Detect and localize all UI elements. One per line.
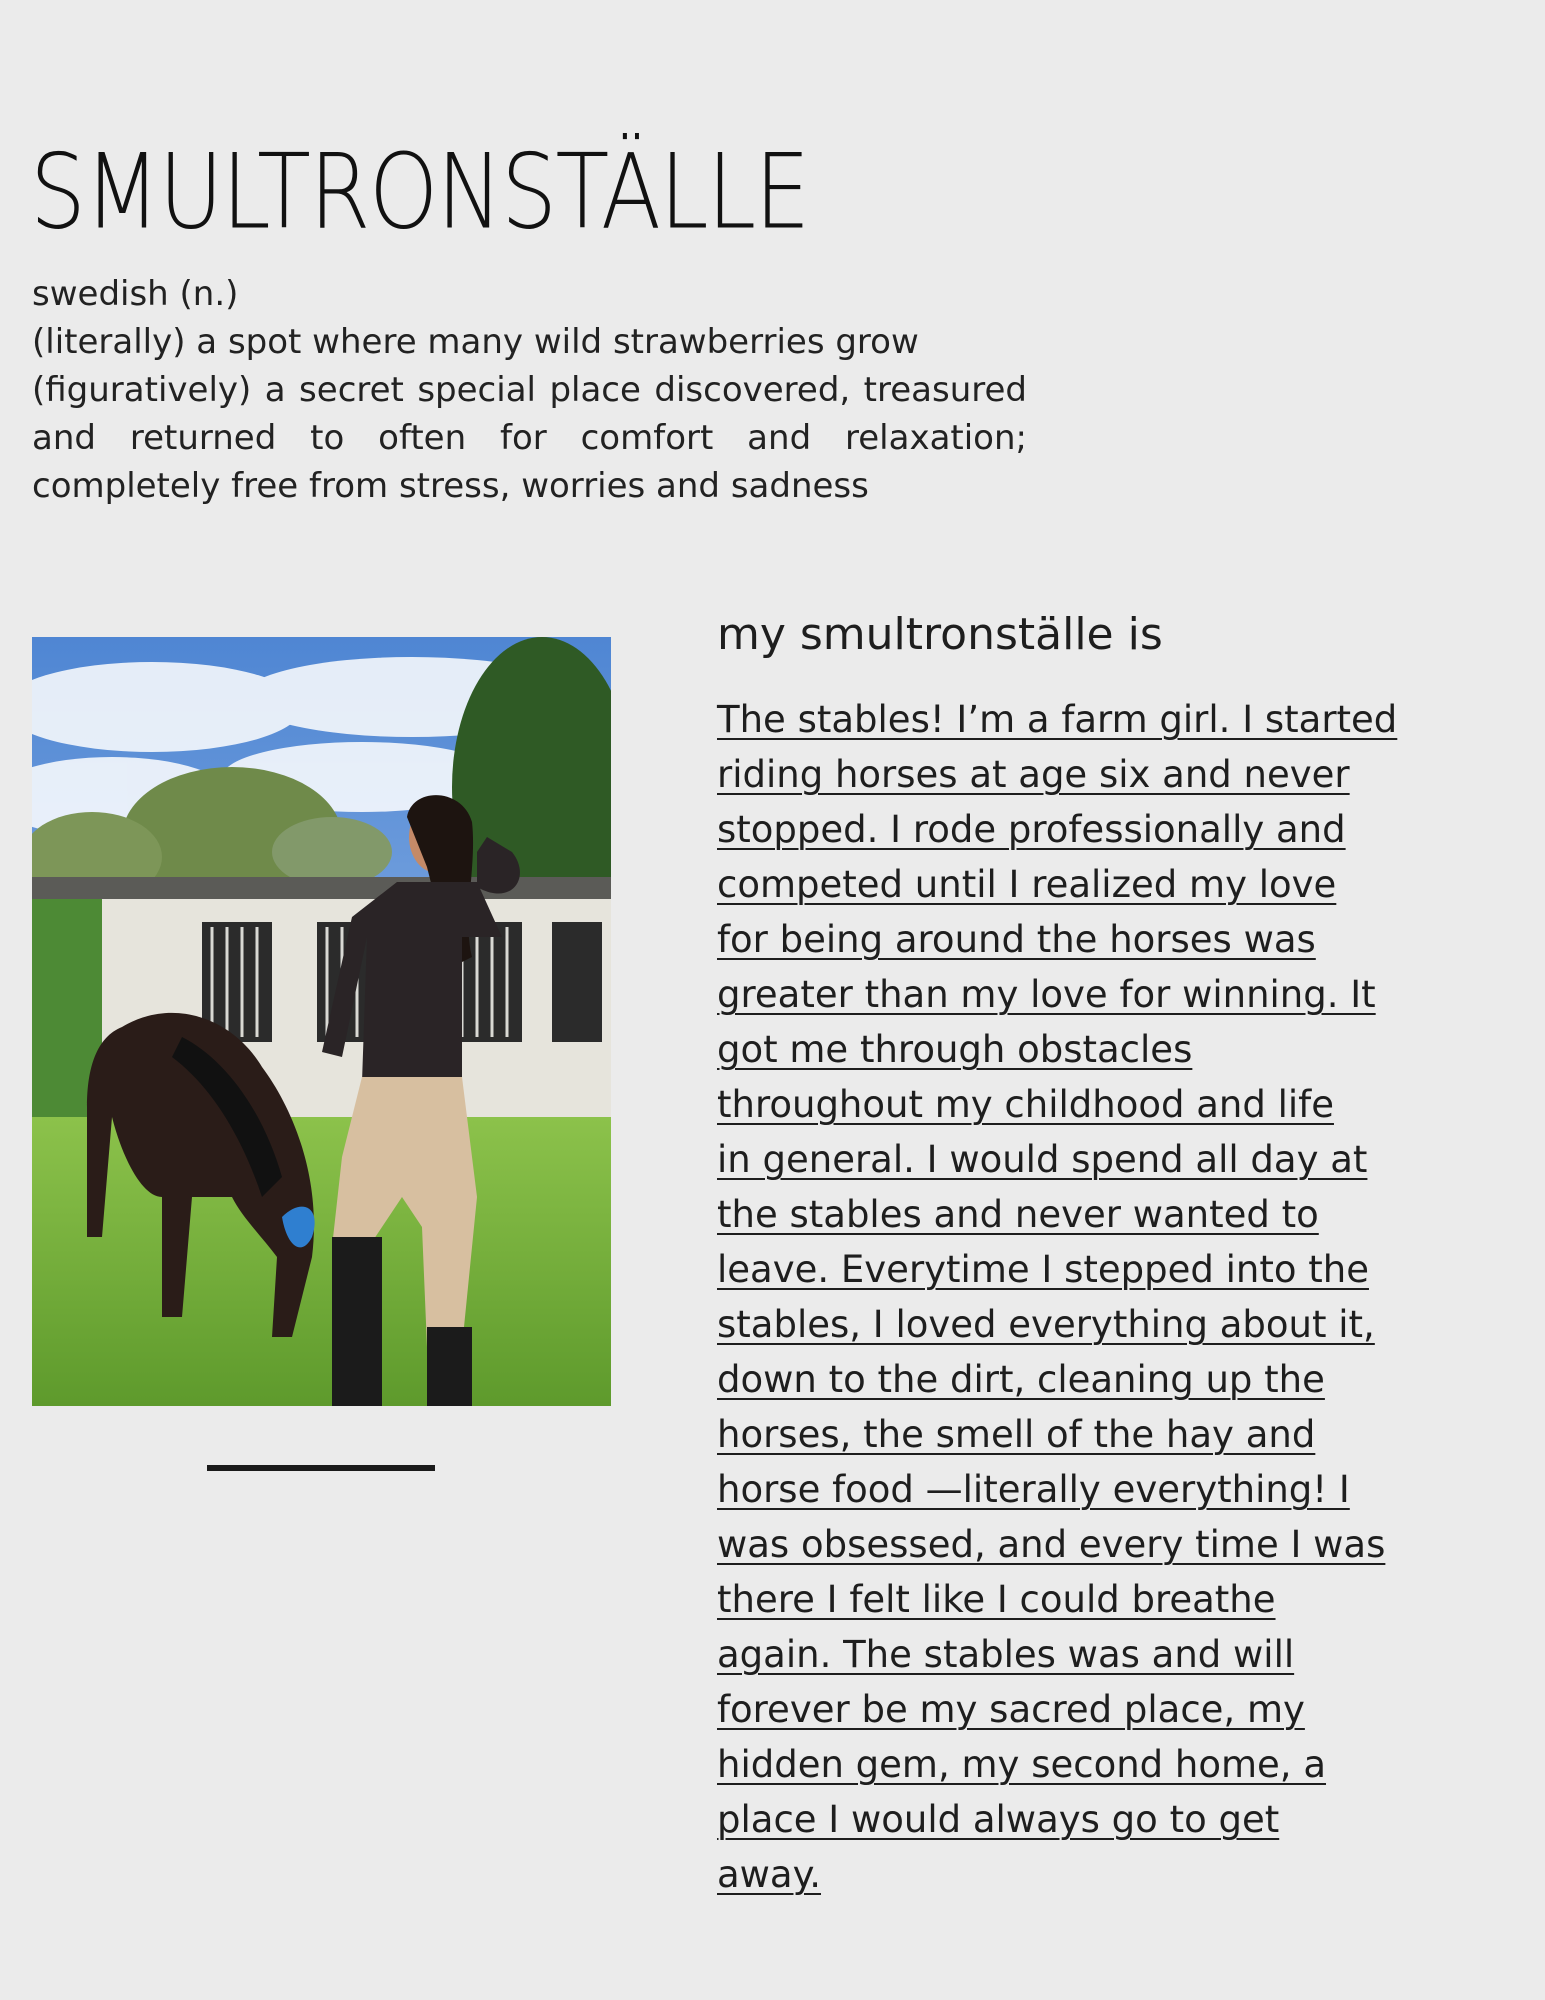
story-line: there I felt like I could breathe [717, 1578, 1276, 1621]
story-line: away. [717, 1853, 821, 1896]
story-line: the stables and never wanted to [717, 1193, 1319, 1236]
definition-literal: (literally) a spot where many wild strawberries grow [32, 322, 919, 362]
page-title: SMULTRONSTÄLLE [30, 130, 809, 253]
definition-block [32, 270, 1027, 510]
story-line: leave. Everytime I stepped into the [717, 1248, 1369, 1291]
story-line: for being around the horses was [717, 918, 1316, 961]
story-line: was obsessed, and every time I was [717, 1523, 1386, 1566]
photo-illustration [32, 637, 611, 1406]
story-line: forever be my sacred place, my [717, 1688, 1305, 1731]
story-line: competed until I realized my love [717, 863, 1337, 906]
story-line: The stables! I’m a farm girl. I started [717, 698, 1398, 741]
story-line: down to the dirt, cleaning up the [717, 1358, 1325, 1401]
stable-photo [32, 637, 611, 1406]
story-line: in general. I would spend all day at [717, 1138, 1368, 1181]
story-line: got me through obstacles [717, 1028, 1193, 1071]
grass [32, 1117, 611, 1406]
story-line: riding horses at age six and never [717, 753, 1350, 796]
section-heading: my smultronställe is [717, 609, 1163, 660]
story-line: stopped. I rode professionally and [717, 808, 1346, 851]
story-line: stables, I loved everything about it, [717, 1303, 1375, 1346]
story-line: again. The stables was and will [717, 1633, 1295, 1676]
story-line: throughout my childhood and life [717, 1083, 1334, 1126]
story-line: hidden gem, my second home, a [717, 1743, 1327, 1786]
definition-figurative: (figuratively) a secret special place discovered, treasured and returned to often for comfort and relaxation; completely free from stress, worries and sadness [32, 370, 1027, 506]
story-line: horse food —literally everything! I [717, 1468, 1350, 1511]
divider-rule [207, 1465, 435, 1471]
story-text [717, 692, 1457, 1902]
story-line: horses, the smell of the hay and [717, 1413, 1316, 1456]
definition-part-of-speech: swedish (n.) [32, 274, 239, 314]
story-line: greater than my love for winning. It [717, 973, 1376, 1016]
story-line: place I would always go to get [717, 1798, 1280, 1841]
